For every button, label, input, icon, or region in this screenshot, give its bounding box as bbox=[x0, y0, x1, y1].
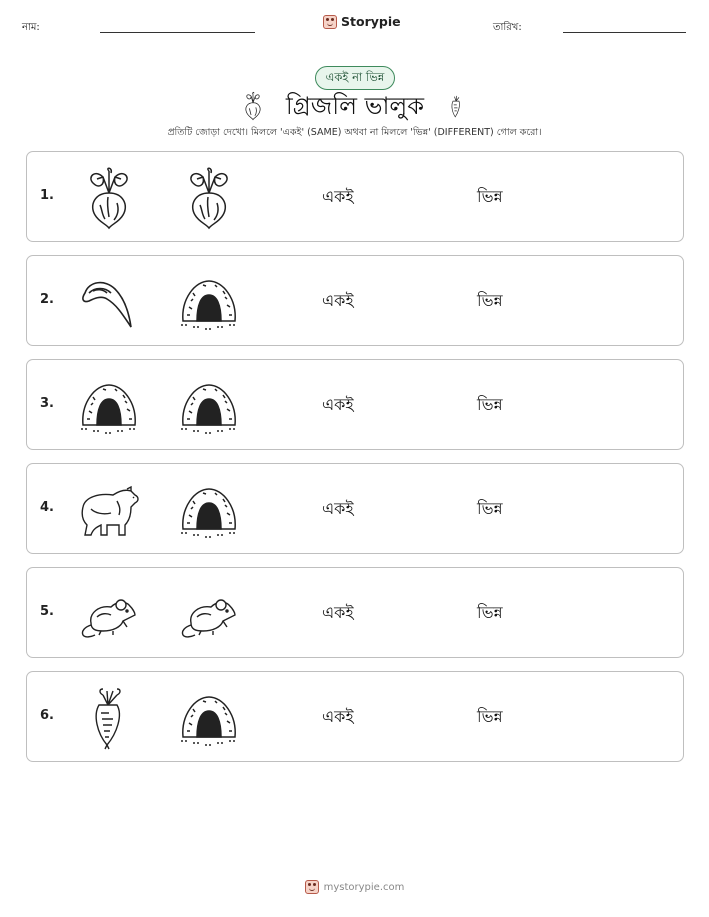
name-line[interactable] bbox=[100, 32, 255, 33]
carrot-icon bbox=[444, 88, 468, 124]
same-option[interactable]: একই bbox=[322, 187, 354, 206]
storypie-logo-icon bbox=[323, 15, 337, 29]
date-line[interactable] bbox=[563, 32, 686, 33]
question-row-3 bbox=[26, 359, 684, 450]
footer-logo-icon bbox=[305, 880, 319, 894]
question-row-2 bbox=[26, 255, 684, 346]
row-number: 5. bbox=[40, 604, 54, 619]
same-option[interactable]: একই bbox=[322, 395, 354, 414]
beet-icon bbox=[177, 167, 241, 229]
same-option[interactable]: একই bbox=[322, 707, 354, 726]
question-row-4 bbox=[26, 463, 684, 554]
instructions-text: প্রতিটি জোড়া দেখো। মিললে 'একই' (SAME) অথবা না মিললে 'ভিন্ন' (DIFFERENT) গোল করো। bbox=[167, 127, 542, 138]
bear-icon bbox=[77, 479, 141, 541]
mouse-icon bbox=[177, 583, 241, 645]
different-option[interactable]: ভিন্ন bbox=[477, 395, 503, 414]
different-option[interactable]: ভিন্ন bbox=[477, 603, 503, 622]
row-number: 6. bbox=[40, 708, 54, 723]
mouse-icon bbox=[77, 583, 141, 645]
cave-icon bbox=[177, 375, 241, 437]
footer bbox=[0, 880, 709, 894]
brand-name: Storypie bbox=[341, 14, 401, 29]
beet-icon bbox=[77, 167, 141, 229]
different-option[interactable]: ভিন্ন bbox=[477, 499, 503, 518]
cave-icon bbox=[177, 687, 241, 749]
cave-icon bbox=[177, 479, 241, 541]
different-option[interactable]: ভিন্ন bbox=[477, 707, 503, 726]
same-option[interactable]: একই bbox=[322, 603, 354, 622]
row-number: 2. bbox=[40, 292, 54, 307]
beet-icon bbox=[238, 88, 268, 124]
activity-badge: একই না ভিন্ন bbox=[315, 66, 395, 90]
claw-icon bbox=[77, 271, 141, 333]
row-number: 3. bbox=[40, 396, 54, 411]
question-row-5 bbox=[26, 567, 684, 658]
date-label: তারিখ: bbox=[493, 22, 522, 33]
footer-url[interactable]: mystorypie.com bbox=[323, 881, 405, 893]
cave-icon bbox=[177, 271, 241, 333]
carrot-icon bbox=[77, 687, 141, 749]
question-row-6 bbox=[26, 671, 684, 762]
row-number: 1. bbox=[40, 188, 54, 203]
question-row-1 bbox=[26, 151, 684, 242]
brand-logo bbox=[323, 14, 401, 29]
row-number: 4. bbox=[40, 500, 54, 515]
name-label: নাম: bbox=[22, 22, 40, 33]
different-option[interactable]: ভিন্ন bbox=[477, 187, 503, 206]
same-option[interactable]: একই bbox=[322, 499, 354, 518]
different-option[interactable]: ভিন্ন bbox=[477, 291, 503, 310]
cave-icon bbox=[77, 375, 141, 437]
same-option[interactable]: একই bbox=[322, 291, 354, 310]
page-title: গ্রিজলি ভালুক bbox=[285, 92, 425, 120]
